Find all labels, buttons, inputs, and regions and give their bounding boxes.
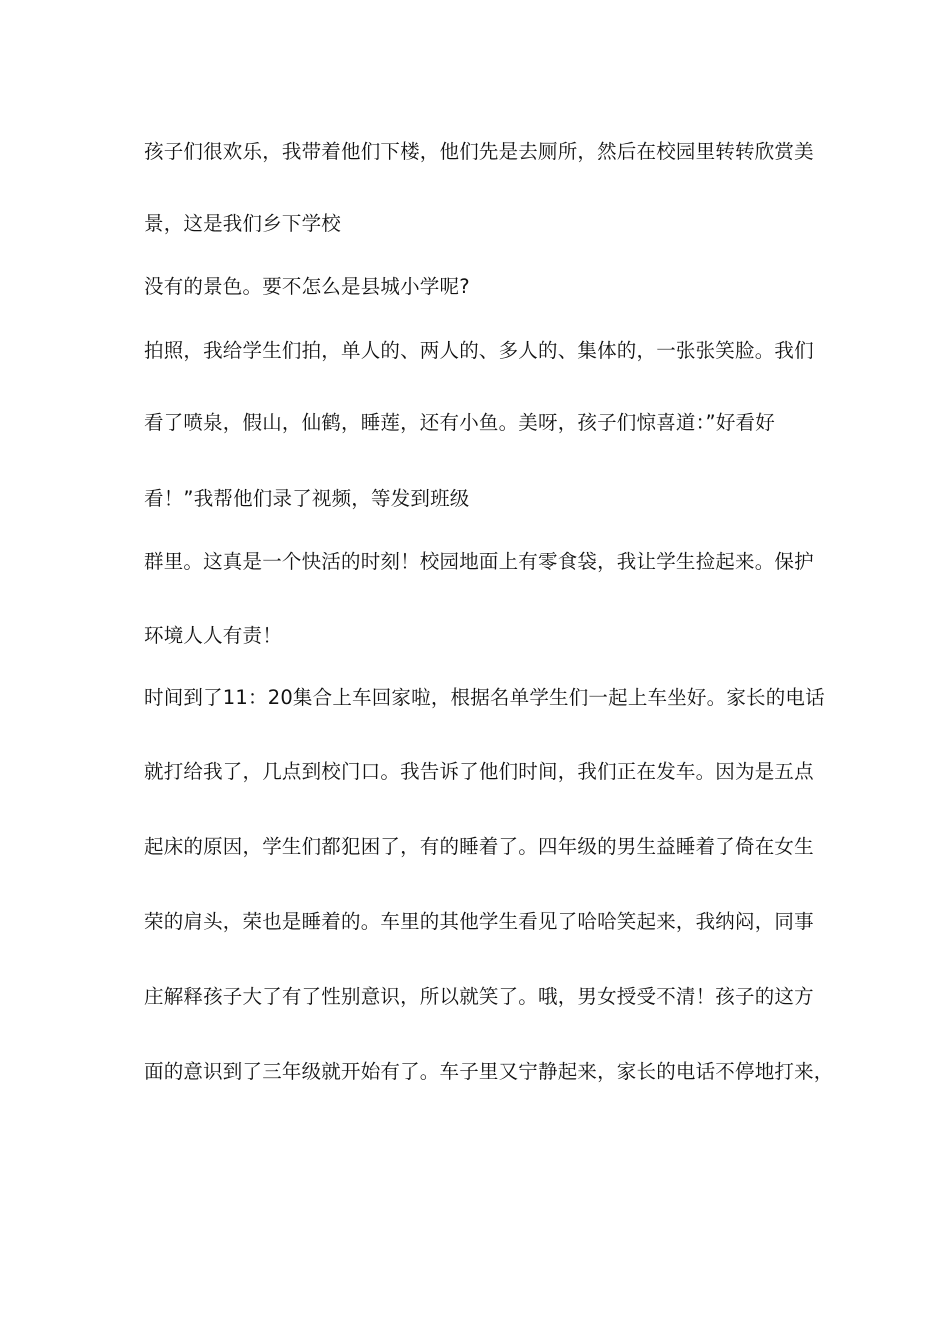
text-line: 环境人人有责！ (144, 624, 282, 647)
text-line: 孩子们很欢乐，我带着他们下楼，他们先是去厕所，然后在校园里转转欣赏美 (144, 140, 814, 163)
text-line: 起床的原因，学生们都犯困了，有的睡着了。四年级的男生益睡着了倚在女生 (144, 835, 814, 858)
text-line: 庄解释孩子大了有了性别意识，所以就笑了。哦，男女授受不清！孩子的这方 (144, 985, 814, 1008)
text-line: 面的意识到了三年级就开始有了。车子里又宁静起来，家长的电话不停地打来， (144, 1060, 834, 1083)
text-line: 群里。这真是一个快活的时刻！校园地面上有零食袋，我让学生捡起来。保护 (144, 550, 814, 573)
text-line: 看！”我帮他们录了视频，等发到班级 (144, 487, 470, 510)
text-line: 拍照，我给学生们拍，单人的、两人的、多人的、集体的，一张张笑脸。我们 (144, 339, 814, 362)
text-line: 时间到了11：20集合上车回家啦，根据名单学生们一起上车坐好。家长的电话 (144, 686, 825, 709)
text-line: 荣的肩头，荣也是睡着的。车里的其他学生看见了哈哈笑起来，我纳闷，同事 (144, 910, 814, 933)
text-line: 看了喷泉，假山，仙鹤，睡莲，还有小鱼。美呀，孩子们惊喜道：”好看好 (144, 411, 775, 434)
text-line: 就打给我了，几点到校门口。我告诉了他们时间，我们正在发车。因为是五点 (144, 760, 814, 783)
text-line: 没有的景色。要不怎么是县城小学呢? (144, 275, 470, 298)
text-line: 景，这是我们乡下学校 (144, 212, 342, 235)
